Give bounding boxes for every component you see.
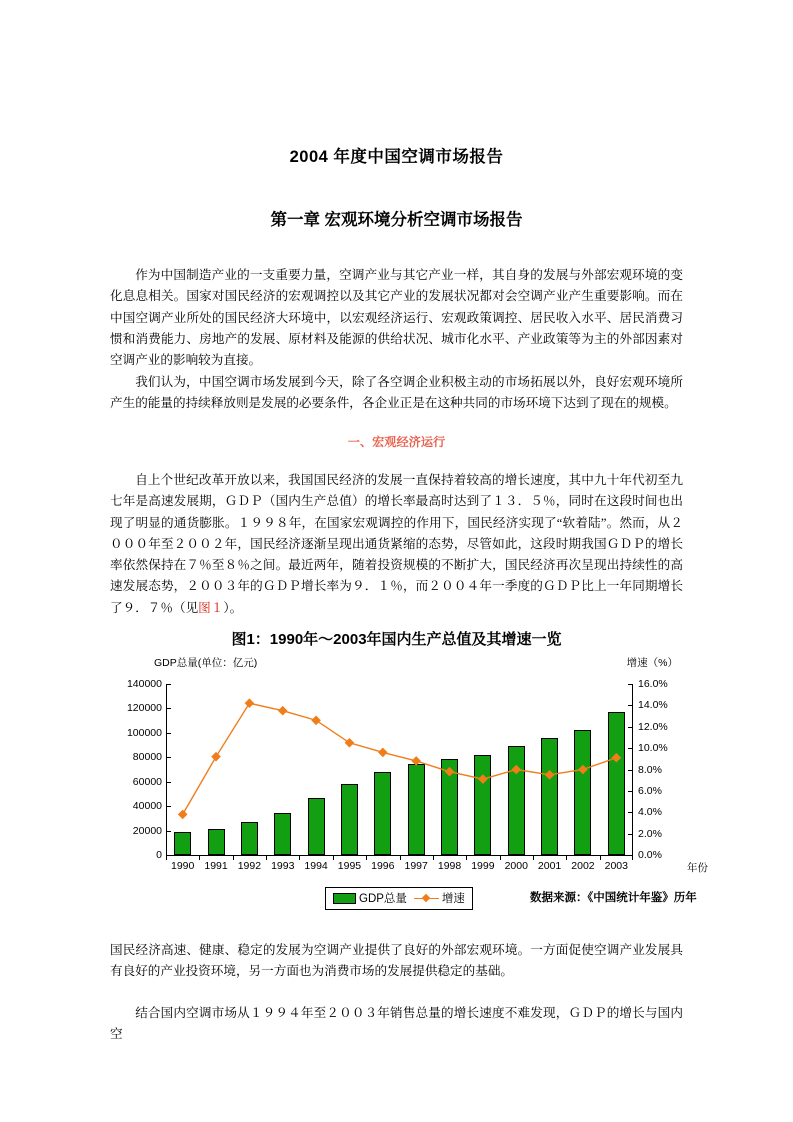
legend-item-gdp xyxy=(333,890,407,906)
chart-source-note: 数据来源：《中国统计年鉴》历年 xyxy=(530,892,697,904)
chart-line-marker xyxy=(411,756,421,766)
chart-x-label: 1998 xyxy=(437,860,462,872)
chart-x-label: 2001 xyxy=(537,860,562,872)
chart-x-tick xyxy=(299,856,300,860)
chart-x-label: 1992 xyxy=(237,860,262,872)
legend-line-marker-icon xyxy=(414,894,439,903)
chart-x-tick xyxy=(199,856,200,860)
chart-left-tick-label: 0 xyxy=(156,849,162,861)
chart-x-label: 1995 xyxy=(337,860,362,872)
chart-x-tick xyxy=(366,856,367,860)
chart-growth-line xyxy=(166,684,633,856)
chart-x-label: 1994 xyxy=(304,860,328,872)
chart-left-tick-label: 100000 xyxy=(126,726,162,739)
chart-left-tick-label: 40000 xyxy=(132,800,162,813)
chart-line-marker xyxy=(311,716,321,726)
chart-x-label: 1996 xyxy=(371,860,395,872)
chart-line-marker xyxy=(478,774,488,784)
chart-right-tick-label: 14.0% xyxy=(638,699,668,712)
chart-line-marker xyxy=(378,748,388,758)
chart-left-tick-label: 20000 xyxy=(132,824,162,837)
chart-line-marker xyxy=(545,770,555,780)
section-heading-macro-economy: 一、宏观经济运行 xyxy=(347,435,446,449)
chart-legend xyxy=(325,887,473,910)
chart-x-label: 1991 xyxy=(204,860,228,872)
legend-bar-swatch-icon xyxy=(333,893,356,904)
chart-x-label: 1993 xyxy=(271,860,295,872)
chart-line-marker xyxy=(178,810,188,820)
chart-right-tick-label: 8.0% xyxy=(638,763,662,776)
chart-x-tick xyxy=(533,856,534,860)
chart-plot-area xyxy=(126,678,708,874)
chart-right-tick-label: 6.0% xyxy=(638,784,662,797)
paragraph-5: 结合国内空调市场从１９９４年至２００３年销售总量的增长速度不难发现，ＧＤＰ的增长与国内空 xyxy=(110,1006,683,1042)
chart-x-tick xyxy=(333,856,334,860)
chart-x-label: 1990 xyxy=(170,860,195,872)
chart-line-marker xyxy=(245,698,255,708)
chart-right-tick-label: 2.0% xyxy=(638,827,662,840)
chapter-heading: 第一章 宏观环境分析空调市场报告 xyxy=(270,211,523,229)
chart-x-tick xyxy=(233,856,234,860)
chart-left-tick-label: 120000 xyxy=(126,702,162,715)
chart-line-marker xyxy=(278,706,288,716)
gdp-chart xyxy=(120,655,708,925)
chart-x-tick xyxy=(400,856,401,860)
chart-left-tick-label: 80000 xyxy=(132,751,162,764)
chart-x-tick xyxy=(500,856,501,860)
chart-line-marker xyxy=(511,765,521,775)
legend-label-growth: 增速 xyxy=(441,893,465,905)
paragraph-3 xyxy=(110,470,683,619)
chart-right-tick-label: 4.0% xyxy=(638,806,662,819)
chart-x-tick xyxy=(166,856,167,860)
paragraph-3-text: 自上个世纪改革开放以来，我国国民经济的发展一直保持着较高的增长速度，其中九十年代初至九七年是高速发展期，ＧＤＰ（国内生产总值）的增长率最高时达到了１３．５％，同时在这段时间也出现了明显的通货膨胀。１９９８年，在国家宏观调控的作用下，国民经济实现了“软着陆”。然而，从２０００年至２００２年，国民经济逐渐呈现出通货紧缩的态势，尽管如此，这段时期我国ＧＤＰ的增长率依然保持在７％至８％之间。最近两年，随着投资规模的不断扩大，国民经济再次呈现出持续性的高速发展态势，２００３年的ＧＤＰ增长率为９．１％，而２００４年一季度的ＧＤＰ比上一年同期增长了９．７％（见 xyxy=(110,473,683,615)
chart-x-label: 1999 xyxy=(471,860,495,872)
chart-x-label: 2002 xyxy=(571,860,595,872)
chart-x-tick xyxy=(566,856,567,860)
paragraph-1: 作为中国制造产业的一支重要力量，空调产业与其它产业一样，其自身的发展与外部宏观环境的变化息息相关。国家对国民经济的宏观调控以及其它产业的发展状况都对会空调产业产生重要影响。而在中国空调产业所处的国民经济大环境中，以宏观经济运行、宏观政策调控、居民收入水平、居民消费习惯和消费能力、房地产的发展、原材料及能源的供给状况、城市化水平、产业政策等为主的外部因素对空调产业的影响较为直接。 xyxy=(110,268,683,368)
page-title: 2004 年度中国空调市场报告 xyxy=(289,148,504,166)
figure-reference-link[interactable]: 图１ xyxy=(198,600,224,615)
chart-x-label: 2000 xyxy=(504,860,528,872)
chart-line-marker xyxy=(578,765,588,775)
paragraph-2: 我们认为，中国空调市场发展到今天，除了各空调企业积极主动的市场拓展以外，良好宏观环境所产生的能量的持续释放则是发展的必要条件，各企业正是在这种共同的市场环境下达到了现在的规模。 xyxy=(110,375,683,411)
chart-line-marker xyxy=(345,738,355,748)
chart-left-tick-label: 140000 xyxy=(126,678,162,690)
chart-right-tick-label: 10.0% xyxy=(638,742,668,755)
paragraph-4: 国民经济高速、健康、稳定的发展为空调产业提供了良好的外部宏观环境。一方面促使空调产业发展具有良好的产业投资环境，另一方面也为消费市场的发展提供稳定的基础。 xyxy=(110,943,683,979)
chart-x-tick xyxy=(466,856,467,860)
chart-left-axis-title: GDP总量(单位：亿元) xyxy=(154,657,258,669)
chart-line-marker xyxy=(211,752,221,762)
chart-right-tick-label: 0.0% xyxy=(638,849,662,861)
chart-line-marker xyxy=(445,767,455,777)
chart-line-marker xyxy=(612,753,622,763)
chart-x-label: 2003 xyxy=(604,860,628,872)
chart-x-tick xyxy=(600,856,601,860)
chart-x-label: 1997 xyxy=(404,860,428,872)
chart-x-tick xyxy=(433,856,434,860)
chart-x-tick xyxy=(632,856,633,860)
paragraph-3-tail: ）。 xyxy=(223,600,243,615)
legend-item-growth xyxy=(414,890,465,906)
chart-right-tick-label: 16.0% xyxy=(638,678,668,690)
legend-label-gdp: GDP总量 xyxy=(359,893,407,905)
figure-caption: 图1：1990年～2003年国内生产总值及其增速一览 xyxy=(231,631,562,648)
chart-right-tick-label: 12.0% xyxy=(638,720,668,733)
chart-right-axis-title: 增速（%） xyxy=(626,657,678,669)
chart-x-axis-title: 年份 xyxy=(687,862,708,874)
chart-x-tick xyxy=(266,856,267,860)
chart-left-tick-label: 60000 xyxy=(132,775,162,788)
chart-line-path xyxy=(183,703,617,814)
